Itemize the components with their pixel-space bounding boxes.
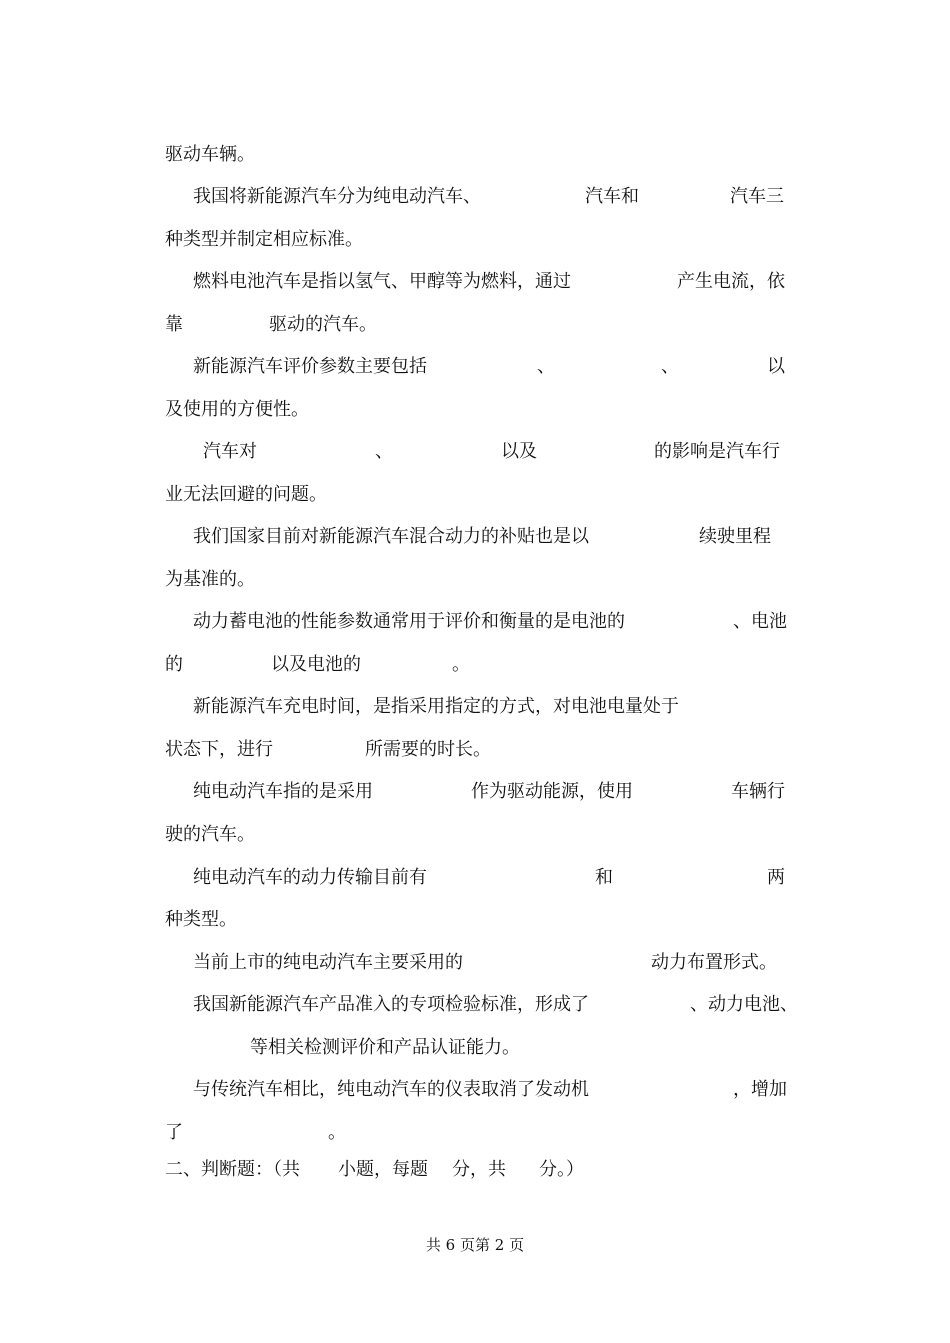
text-segment: 等相关检测评价和产品认证能力。 [250,1037,520,1058]
fill-blank-question [193,185,481,209]
text-segment-wrap [271,653,361,677]
text-segment: 纯电动汽车指的是采用 [193,781,373,802]
text-segment: 的 [165,654,183,675]
text-segment-wrap [595,866,613,890]
text-segment-wrap [651,951,777,975]
fill-blank-question [193,780,373,804]
text-segment: 及使用的方便性。 [165,399,309,420]
text-segment: 纯电动汽车的动力传输目前有 [193,867,427,888]
text-segment-wrap [165,313,183,337]
text-line [165,568,255,592]
text-segment: 、动力电池、 [690,994,798,1015]
text-segment: 与传统汽车相比，纯电动汽车的仪表取消了发动机 [193,1079,589,1100]
text-segment-wrap [165,653,183,677]
text-line [165,823,255,847]
text-segment-wrap [165,1121,183,1145]
text-segment: 为基准的。 [165,569,255,590]
fill-blank-question [193,355,427,379]
text-segment: 产生电流，依 [677,271,785,292]
text-segment-wrap [537,355,555,379]
text-segment-wrap [654,440,780,464]
text-segment-wrap [661,355,679,379]
text-segment-wrap [365,738,491,762]
text-segment: 了 [165,1122,183,1143]
text-segment: 汽车三 [730,186,784,207]
text-segment-wrap [730,185,784,209]
text-segment-wrap [452,1158,506,1182]
fill-blank-question [193,1078,589,1102]
page-footer: 共 6 页第 2 页 [425,1236,525,1254]
text-segment: 动力布置形式。 [651,952,777,973]
text-segment: 新能源汽车评价参数主要包括 [193,356,427,377]
text-segment: 分，共 [452,1159,506,1180]
text-segment-wrap [585,185,639,209]
text-segment-wrap [328,1121,346,1145]
text-segment: 靠 [165,314,183,335]
text-segment: 、电池 [733,611,787,632]
text-segment: 、 [537,356,555,377]
text-segment: 汽车对 [203,441,257,462]
text-segment: 。 [452,654,470,675]
text-segment-wrap [539,1158,584,1182]
fill-blank-question [193,610,625,634]
text-segment: 以及 [501,441,537,462]
text-segment: 、 [375,441,393,462]
text-segment-wrap [501,440,537,464]
text-segment: 所需要的时长。 [365,739,491,760]
text-segment-wrap [338,1158,428,1182]
text-segment: 。 [328,1122,346,1143]
text-line [250,1036,520,1060]
text-segment: 我们国家目前对新能源汽车混合动力的补贴也是以 [193,526,589,547]
text-segment: 以 [767,356,785,377]
text-segment-wrap [699,525,771,549]
text-segment: 业无法回避的问题。 [165,484,327,505]
text-line [165,398,309,422]
fill-blank-question [193,866,427,890]
text-segment-wrap [690,993,798,1017]
text-segment-wrap [731,780,785,804]
text-segment: 的影响是汽车行 [654,441,780,462]
text-segment: 驱动的汽车。 [269,314,377,335]
fill-blank-question [203,440,257,464]
text-line [165,228,363,252]
text-segment: 状态下，进行 [165,739,273,760]
text-segment: ，增加 [733,1079,787,1100]
text-segment: 种类型。 [165,909,237,930]
text-segment-wrap [269,313,377,337]
text-segment: 驱动车辆。 [165,144,255,165]
text-line [165,483,327,507]
text-segment: 和 [595,867,613,888]
text-segment: 分。） [539,1159,584,1180]
text-segment: 驶的汽车。 [165,824,255,845]
text-segment: 燃料电池汽车是指以氢气、甲醇等为燃料，通过 [193,271,571,292]
text-segment: 、 [661,356,679,377]
text-segment-wrap [767,355,785,379]
text-segment: 二、判断题：（共 [165,1159,300,1180]
text-segment-wrap [471,780,633,804]
text-segment: 当前上市的纯电动汽车主要采用的 [193,952,463,973]
section-heading [165,1158,300,1182]
fill-blank-question [193,695,679,719]
fill-blank-question [193,993,589,1017]
text-segment: 两 [767,867,785,888]
text-segment: 以及电池的 [271,654,361,675]
fill-blank-question [193,270,571,294]
text-segment: 续驶里程 [699,526,771,547]
text-segment-wrap [375,440,393,464]
text-segment: 动力蓄电池的性能参数通常用于评价和衡量的是电池的 [193,611,625,632]
text-line [165,908,237,932]
fill-blank-question [193,951,463,975]
text-segment: 我国新能源汽车产品准入的专项检验标准，形成了 [193,994,589,1015]
text-segment-wrap [733,610,787,634]
text-segment-wrap [165,738,273,762]
text-segment-wrap [767,866,785,890]
text-segment: 种类型并制定相应标准。 [165,229,363,250]
text-segment: 车辆行 [731,781,785,802]
text-segment-wrap [452,653,470,677]
text-line [165,143,255,167]
text-segment-wrap [677,270,785,294]
text-segment: 汽车和 [585,186,639,207]
text-segment-wrap [733,1078,787,1102]
text-segment: 我国将新能源汽车分为纯电动汽车、 [193,186,481,207]
fill-blank-question [193,525,589,549]
text-segment: 小题，每题 [338,1159,428,1180]
text-segment: 作为驱动能源，使用 [471,781,633,802]
text-segment: 新能源汽车充电时间，是指采用指定的方式，对电池电量处于 [193,696,679,717]
